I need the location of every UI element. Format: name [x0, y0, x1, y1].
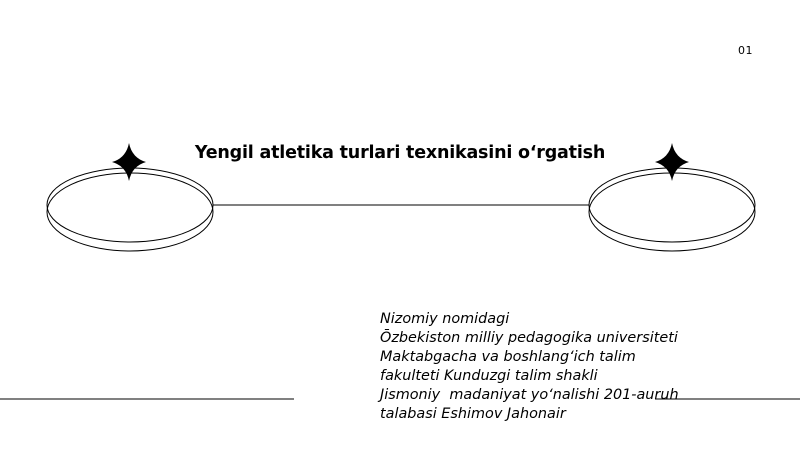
four-point-star-icon — [112, 143, 146, 181]
left-ring-ornament — [47, 168, 213, 251]
author-line: Ōzbekiston milliy pedagogika universiteti — [380, 330, 678, 346]
author-line: Jismoniy madaniyat yo‘nalishi 201-auruh talabasi Eshimov Jahonair — [380, 387, 684, 422]
author-info — [380, 310, 684, 424]
page-number: 01 — [738, 44, 753, 57]
author-line: Maktabgacha va boshlang‘ich talim fakulteti Kunduzgi talim shakli — [380, 349, 641, 384]
four-point-star-icon — [655, 143, 689, 181]
author-line: Nizomiy nomidagi — [380, 311, 510, 327]
slide-title: Yengil atletika turlari texnikasini o‘rgatish — [194, 143, 606, 163]
